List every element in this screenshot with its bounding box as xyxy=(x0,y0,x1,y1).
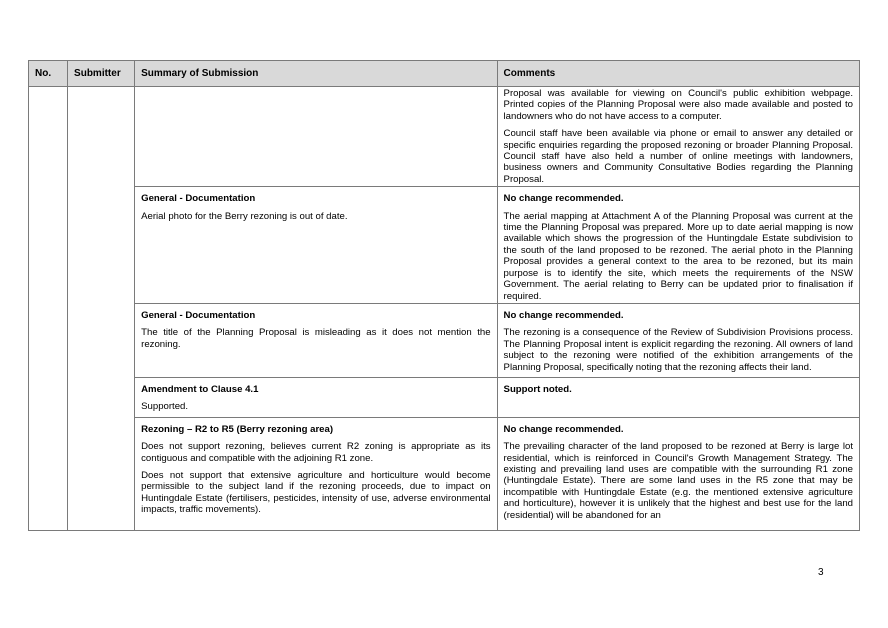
summary-paragraph: Aerial photo for the Berry rezoning is out of date. xyxy=(141,210,348,222)
summary-cell xyxy=(135,303,497,377)
topic-heading: General - Documentation xyxy=(141,193,256,205)
summary-paragraph: Supported. xyxy=(141,401,189,413)
summary-paragraph: Does not support rezoning, believes current R2 zoning is appropriate as its contiguous and compatible with the adjoining R1 zone. xyxy=(141,441,491,464)
recommendation-heading: No change recommended. xyxy=(503,309,624,321)
comments-cell xyxy=(497,417,859,530)
recommendation-heading: No change recommended. xyxy=(503,423,624,435)
header-summary: Summary of Submission xyxy=(135,61,497,87)
table-row xyxy=(29,187,860,304)
comments-cell xyxy=(497,87,859,187)
comment-paragraph: Council staff have been available via phone or email to answer any detailed or specific enquiries regarding the proposed rezoning or broader Planning Proposal. Council staff have also held a number of online meetings with landowners, business owners and Community Consultative Bodies regarding the Planning Proposal. xyxy=(503,128,853,185)
table-row xyxy=(29,87,860,187)
table-header-row xyxy=(29,61,860,87)
submissions-table xyxy=(28,60,860,531)
topic-heading: Rezoning – R2 to R5 (Berry rezoning area) xyxy=(141,423,334,435)
submitter-cell xyxy=(68,87,135,531)
summary-cell xyxy=(135,187,497,304)
comments-cell xyxy=(497,377,859,417)
header-comments: Comments xyxy=(497,61,859,87)
table-row xyxy=(29,417,860,530)
page-number: 3 xyxy=(818,567,824,578)
no-cell xyxy=(29,87,68,531)
topic-heading: General - Documentation xyxy=(141,309,256,321)
summary-paragraph: The title of the Planning Proposal is misleading as it does not mention the rezoning. xyxy=(141,327,491,350)
summary-paragraph: Does not support that extensive agriculture and horticulture would become permissible to the subject land if the rezoning proceeds, due to impact on Huntingdale Estate (fertilisers, pesticides, intensity of use, adverse environmental impacts, traffic movements). xyxy=(141,469,491,516)
header-no: No. xyxy=(29,61,68,87)
summary-cell xyxy=(135,87,497,187)
recommendation-heading: No change recommended. xyxy=(503,193,624,205)
comment-paragraph: The aerial mapping at Attachment A of the Planning Proposal was current at the time the Planning Proposal was prepared. More up to date aerial mapping is now available which shows the progression of the Huntingdale Estate subdivision to the south of the land proposed to be rezoned. The aerial photo in the Planning Proposal provides a general context to the area to be rezoned, but its main purpose is to identify the site, which meets the requirements of the NSW Government. The aerial relating to Berry can be updated prior to finalisation if required. xyxy=(503,210,853,302)
topic-heading: Amendment to Clause 4.1 xyxy=(141,383,259,395)
summary-cell xyxy=(135,417,497,530)
table-row xyxy=(29,377,860,417)
comment-paragraph: Proposal was available for viewing on Council's public exhibition webpage. Printed copies of the Planning Proposal were also made available and posted to landowners who do not have access to a computer. xyxy=(503,88,853,122)
comment-paragraph: The rezoning is a consequence of the Review of Subdivision Provisions process. The Planning Proposal intent is explicit regarding the rezoning. All owners of land subject to the rezoning were notified of the exhibition arrangements of the Planning Proposal, specifically noting that the rezoning affects their land. xyxy=(503,327,853,373)
comment-paragraph: The prevailing character of the land proposed to be rezoned at Berry is large lot residential, which is reinforced in Council's Growth Management Strategy. The existing and prevailing land uses are compatible with the surrounding R1 zone (Huntingdale Estate). There are some land uses in the R5 zone that may be incompatible with Huntingdale Estate (e.g. the mentioned extensive agriculture and horticulture), however it is unlikely that the highest and best use for the land (residential) will be abandoned for an xyxy=(503,441,853,521)
comments-cell xyxy=(497,303,859,377)
header-submitter: Submitter xyxy=(68,61,135,87)
comments-cell xyxy=(497,187,859,304)
table-row xyxy=(29,303,860,377)
recommendation-heading: Support noted. xyxy=(503,383,572,395)
summary-cell xyxy=(135,377,497,417)
